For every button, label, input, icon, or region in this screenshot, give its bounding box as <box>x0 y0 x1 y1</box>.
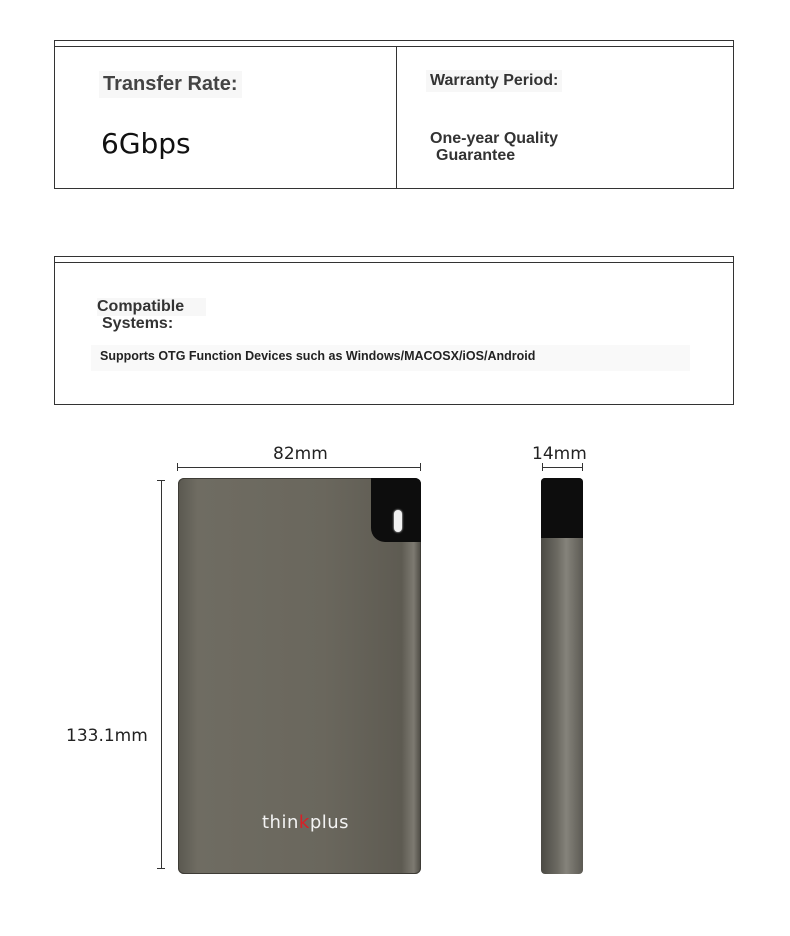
activity-led <box>394 510 402 532</box>
spec-box-compatibility <box>54 256 734 405</box>
box-top-rule <box>55 46 733 47</box>
transfer-rate-label: Transfer Rate: <box>99 71 242 98</box>
warranty-value-line1: One-year Quality <box>430 130 559 147</box>
compatible-label-line2: Systems: <box>102 315 174 332</box>
box-divider <box>396 46 397 188</box>
warranty-value-line2: Guarantee <box>436 147 516 164</box>
thickness-dimension-tick-right <box>582 463 583 471</box>
thickness-dimension-tick-left <box>542 463 543 471</box>
warranty-label: Warranty Period: <box>426 70 562 92</box>
drive-side-cap <box>541 478 583 538</box>
hard-drive-side-image <box>541 478 583 874</box>
compatible-value: Supports OTG Function Devices such as Windows/MACOSX/iOS/Android <box>91 345 690 371</box>
hard-drive-front-image <box>178 478 421 874</box>
transfer-rate-value: 6Gbps <box>101 127 191 160</box>
width-dimension-line <box>177 467 421 468</box>
height-dimension-tick-top <box>157 480 165 481</box>
thickness-dimension-label: 14mm <box>532 444 587 464</box>
height-dimension-tick-bottom <box>157 868 165 869</box>
width-dimension-tick-left <box>177 463 178 471</box>
height-dimension-label: 133.1mm <box>66 726 148 746</box>
width-dimension-tick-right <box>420 463 421 471</box>
box-top-rule <box>55 262 733 263</box>
compatible-label-line1: Compatible <box>97 298 206 316</box>
height-dimension-line <box>161 480 162 868</box>
width-dimension-label: 82mm <box>273 444 328 464</box>
thinkplus-logo: thinkplus <box>262 812 350 833</box>
thickness-dimension-line <box>542 467 583 468</box>
spec-box-transfer-warranty <box>54 40 734 189</box>
